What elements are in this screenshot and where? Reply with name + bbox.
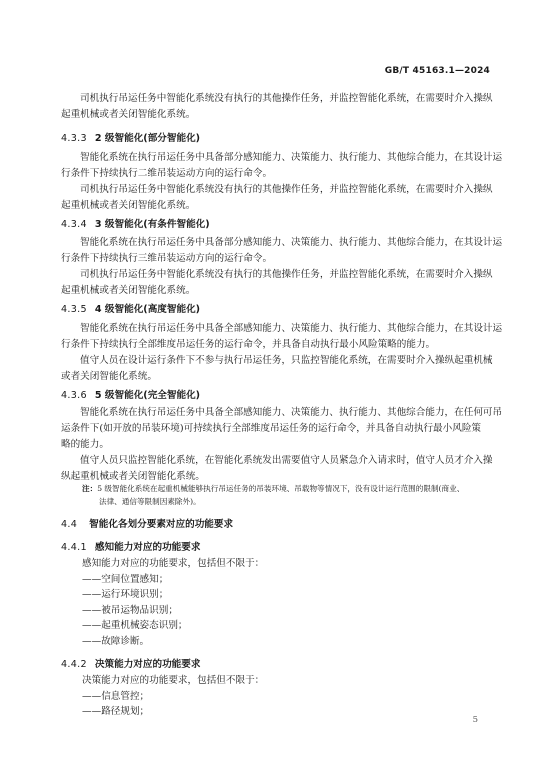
text-line: 司机执行吊运任务中智能化系统没有执行的其他操作任务，并监控智能化系统，在需要时介入操纵 [80,184,493,195]
section-heading-4-4-1 [61,539,200,553]
section-heading-4-4 [61,516,233,530]
paragraph-top [61,91,497,123]
section-number: 4.4.1 [61,542,87,553]
requirements-list-4-4-1 [82,556,264,649]
section-heading-4-3-5 [61,301,200,315]
text-line: 智能化系统在执行吊运任务中具备部分感知能力、决策能力、执行能力、其他综合能力，在其设计运 [80,152,503,163]
note-text: 5 级智能化系统在起重机械能够执行吊运任务的吊装环境、吊载物等情况下，没有设计运行范围的限制(商业、 [97,484,465,493]
text-line: 行条件下持续执行三维吊装运动方向的运行命令。 [61,253,273,264]
text-line: 行条件下持续执行全部维度吊运任务的运行命令，并具备自动执行最小风险策略的能力。 [61,339,436,350]
section-body-4-3-3 [61,150,503,214]
standard-number: GB/T 45163.1—2024 [384,66,490,76]
text-line: 行条件下持续执行二维吊装运动方向的运行命令。 [61,168,273,179]
section-number: 4.3.3 [61,133,87,144]
section-heading-4-3-6 [61,387,200,401]
list-item: ——故障诊断。 [82,635,150,647]
section-title: 3 级智能化(有条件智能化) [94,219,210,230]
list-item: ——运行环境识别； [82,589,169,600]
section-number: 4.3.4 [61,219,87,230]
text-line: 起重机械或者关闭智能化系统。 [61,109,196,120]
requirements-list-4-4-2 [82,673,264,720]
text-line: 运条件下(如开放的吊装环境)可持续执行全部维度吊运任务的运行命令，并具备自动执行最小风险策 [61,423,482,434]
list-intro: 感知能力对应的功能要求，包括但不限于： [82,558,265,569]
list-item: ——被吊运物品识别； [82,604,178,616]
text-line: 智能化系统在执行吊运任务中具备全部感知能力、决策能力、执行能力、其他综合能力，在其设计运 [80,323,503,334]
list-item: ——路径规划； [82,706,150,717]
text-line: 司机执行吊运任务中智能化系统没有执行的其他操作任务，并监控智能化系统，在需要时介入操纵 [80,269,493,280]
section-heading-4-3-3 [61,130,200,144]
text-line: 值守人员在设计运行条件下不参与执行吊运任务，只监控智能化系统，在需要时介入操纵起重机械 [80,355,493,366]
text-line: 纵起重机械或者关闭智能化系统。 [61,471,205,482]
section-heading-4-4-2 [61,656,200,670]
section-title: 5 级智能化(完全智能化) [94,390,201,401]
note-label: 注： [82,484,98,493]
list-item: ——信息管控； [82,690,150,702]
list-item: ——起重机械姿态识别； [82,620,188,631]
note [82,482,464,508]
list-item: ——空间位置感知； [82,573,169,585]
section-title: 感知能力对应的功能要求 [94,542,201,553]
section-title: 2 级智能化(部分智能化) [94,133,201,144]
text-line: 智能化系统在执行吊运任务中具备全部感知能力、决策能力、执行能力、其他综合能力，在任何可吊 [80,407,503,418]
section-number: 4.3.6 [61,390,87,401]
text-line: 起重机械或者关闭智能化系统。 [61,285,196,296]
section-title: 4 级智能化(高度智能化) [94,304,201,315]
text-line: 智能化系统在执行吊运任务中具备部分感知能力、决策能力、执行能力、其他综合能力，在其设计运 [80,237,503,248]
section-number: 4.4.2 [61,659,87,670]
text-line: 或者关闭智能化系统。 [61,371,157,382]
section-title: 智能化各划分要素对应的功能要求 [89,519,234,530]
page-number: 5 [472,715,478,725]
text-line: 司机执行吊运任务中智能化系统没有执行的其他操作任务，并监控智能化系统，在需要时介入操纵 [80,93,493,104]
section-title: 决策能力对应的功能要求 [94,659,201,670]
section-body-4-3-5 [61,321,503,385]
section-heading-4-3-4 [61,216,210,230]
text-line: 值守人员只监控智能化系统，在智能化系统发出需要值守人员紧急介入请求时，值守人员才介入操 [80,455,493,466]
section-body-4-3-4 [61,235,503,299]
text-line: 略的能力。 [61,439,109,450]
section-number: 4.3.5 [61,304,87,315]
section-body-4-3-6 [61,405,503,485]
note-line [82,482,464,495]
list-intro: 决策能力对应的功能要求，包括但不限于： [82,675,265,686]
note-line: 法律、通信等限制因素除外)。 [99,497,201,506]
section-number: 4.4 [61,519,78,530]
text-line: 起重机械或者关闭智能化系统。 [61,200,196,211]
